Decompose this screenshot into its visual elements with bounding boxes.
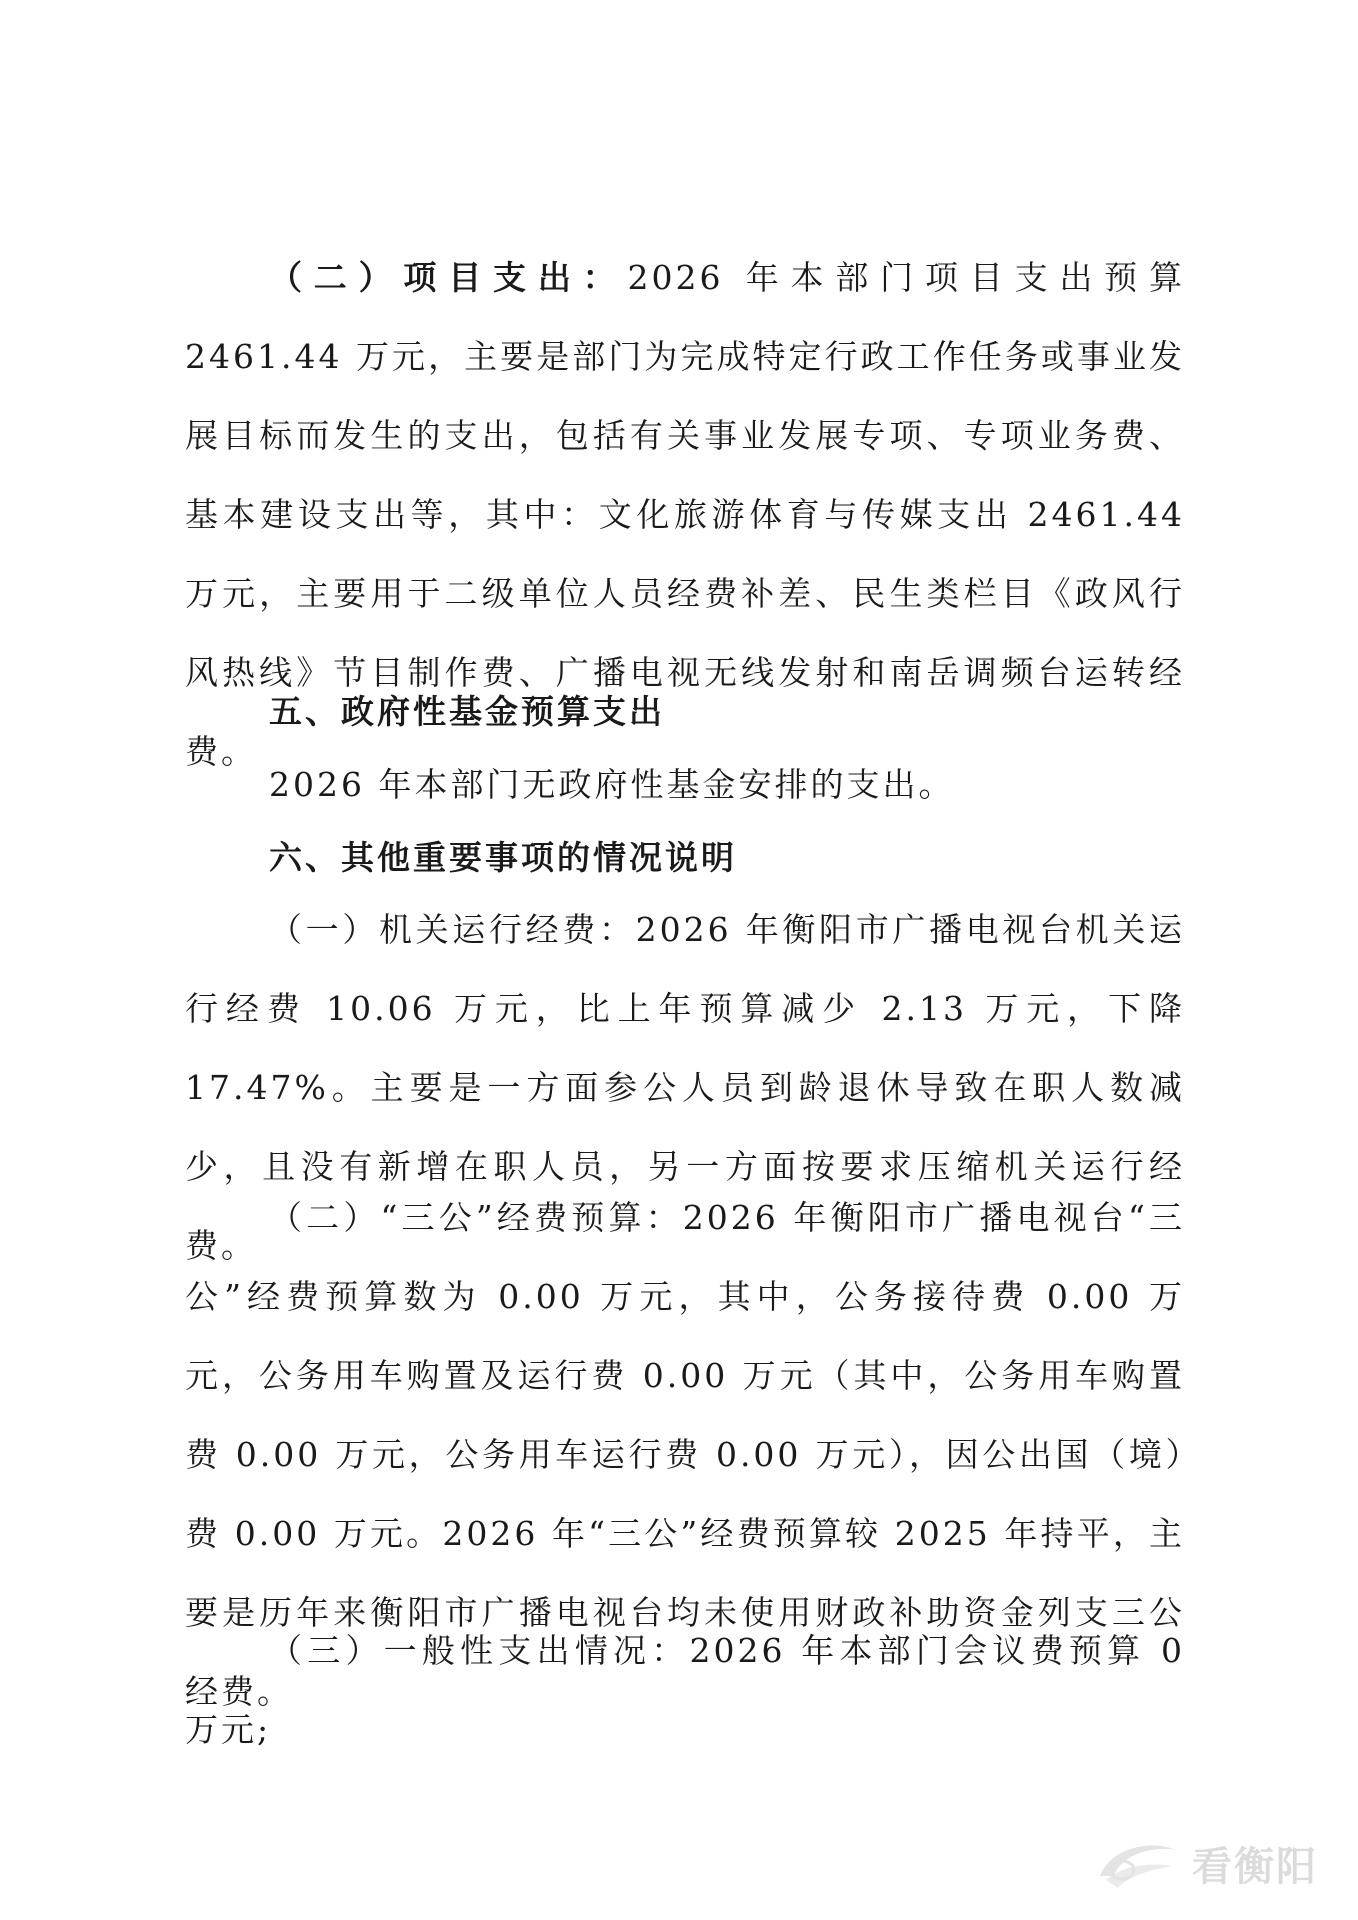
- watermark-text: 看衡阳: [1192, 1844, 1318, 1890]
- watermark: [1092, 1835, 1318, 1892]
- document-page: [185, 0, 1185, 1920]
- watermark-logo-icon: [1092, 1836, 1182, 1892]
- section-heading-6: 六、其他重要事项的情况说明: [269, 838, 737, 877]
- gov-fund-paragraph: 2026 年本部门无政府性基金安排的支出。: [269, 765, 955, 804]
- project-spending-lead: （二）项目支出：: [269, 258, 628, 297]
- project-spending-text: 2026 年本部门项目支出预算 2461.44 万元，主要是部门为完成特定行政工作任务或事业发展目标而发生的支出，包括有关事业发展专项、专项业务费、基本建设支出等，其中：文化旅游体育与传媒支出 2461.44 万元，主要用于二级单位人员经费补差、民生类栏目《政风行风热线》节目制作费、广播电视无线发射和南岳调频台运转经费。: [185, 258, 1185, 771]
- three-public-paragraph: （二）“三公”经费预算：2026 年衡阳市广播电视台“三公”经费预算数为 0.00 万元，其中，公务接待费 0.00 万元，公务用车购置及运行费 0.00 万元（其中，公务用车购置费 0.00 万元，公务用车运行费 0.00 万元），因公出国（境）费 0.00 万元。2026 年“三公”经费预算较 2025 年持平，主要是历年来衡阳市广播电视台均未使用财政补助资金列支三公经费。: [185, 1198, 1185, 1711]
- operating-expense-paragraph: （一）机关运行经费：2026 年衡阳市广播电视台机关运行经费 10.06 万元，比上年预算减少 2.13 万元，下降 17.47%。主要是一方面参公人员到龄退休导致在职人数减少，且没有新增在职人员，另一方面按要求压缩机关运行经费。: [185, 910, 1185, 1265]
- general-spending-paragraph: （三）一般性支出情况：2026 年本部门会议费预算 0 万元;: [185, 1631, 1185, 1749]
- section-heading-5: 五、政府性基金预算支出: [269, 692, 665, 731]
